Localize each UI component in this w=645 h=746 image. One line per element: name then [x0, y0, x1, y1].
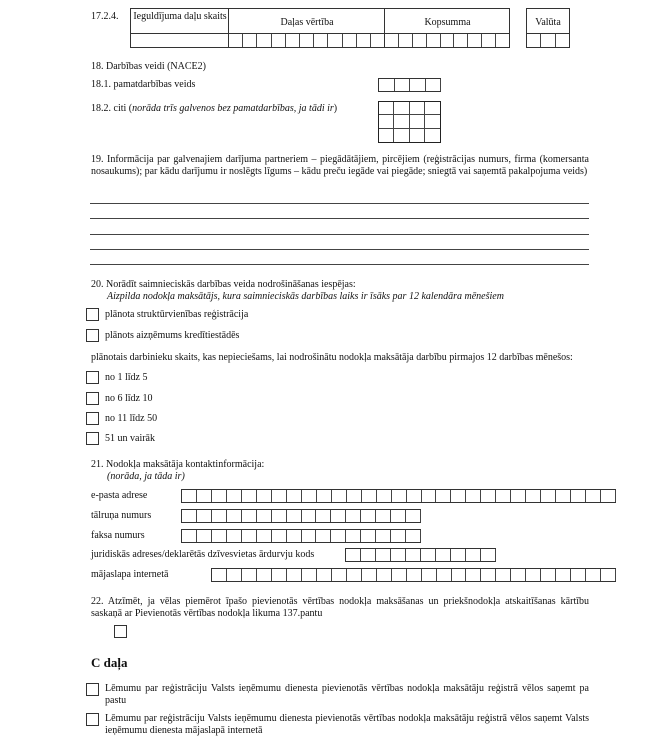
char-cell[interactable]	[287, 530, 302, 542]
employees-6-10-label: no 6 līdz 10	[105, 393, 153, 404]
char-cell[interactable]	[391, 510, 406, 522]
char-cell[interactable]	[496, 569, 511, 581]
char-cell[interactable]	[357, 34, 371, 47]
char-cell[interactable]	[272, 530, 287, 542]
code-cell[interactable]	[425, 129, 440, 142]
char-cell[interactable]	[287, 569, 302, 581]
char-cell[interactable]	[571, 490, 586, 502]
employees-51-plus-label: 51 un vairāk	[105, 433, 155, 444]
char-cell[interactable]	[526, 490, 541, 502]
char-cell[interactable]	[407, 490, 422, 502]
char-cell[interactable]	[422, 490, 437, 502]
code-cell[interactable]	[394, 129, 409, 142]
char-cell[interactable]	[511, 569, 526, 581]
checkbox-employees-6-10[interactable]	[86, 392, 99, 405]
char-cell[interactable]	[347, 490, 362, 502]
char-cell[interactable]	[441, 34, 455, 47]
char-cell[interactable]	[571, 569, 586, 581]
char-cell[interactable]	[406, 530, 421, 542]
code-cell[interactable]	[410, 102, 425, 115]
currency-cells[interactable]	[527, 34, 569, 47]
char-cell[interactable]	[436, 490, 451, 502]
char-cell[interactable]	[541, 569, 556, 581]
char-cell[interactable]	[601, 490, 616, 502]
char-cell[interactable]	[346, 510, 361, 522]
char-cell[interactable]	[586, 490, 601, 502]
char-cell[interactable]	[468, 34, 482, 47]
char-cell[interactable]	[197, 490, 212, 502]
address-code-label: juridiskās adreses/deklarētās dzīvesvietas ārdurvju kods	[91, 549, 315, 560]
char-cell[interactable]	[482, 34, 496, 47]
char-cell[interactable]	[511, 490, 526, 502]
checkbox-decision-by-post[interactable]	[86, 683, 99, 696]
char-cell[interactable]	[227, 510, 242, 522]
other-activities-code-grid[interactable]	[378, 101, 441, 143]
email-field[interactable]	[181, 489, 616, 503]
char-cell[interactable]	[257, 490, 272, 502]
char-cell[interactable]	[527, 34, 541, 47]
char-cell[interactable]	[182, 490, 197, 502]
header-shares-count: Ieguldījuma daļu skaits	[133, 11, 227, 22]
char-cell[interactable]	[332, 490, 347, 502]
code-cell[interactable]	[379, 115, 394, 128]
char-cell[interactable]	[421, 549, 436, 561]
char-cell[interactable]	[406, 510, 421, 522]
char-cell[interactable]	[212, 490, 227, 502]
char-cell[interactable]	[407, 569, 422, 581]
char-cell[interactable]	[541, 34, 555, 47]
char-cell[interactable]	[272, 490, 287, 502]
currency-table	[526, 8, 570, 48]
char-cell[interactable]	[427, 34, 441, 47]
section-17-number: 17.2.4.	[91, 11, 119, 22]
section-21-note: (norāda, ja tāda ir)	[107, 471, 185, 482]
header-currency: Valūta	[535, 17, 561, 28]
code-cell[interactable]	[394, 115, 409, 128]
part-c-heading: C daļa	[91, 655, 128, 670]
fax-field[interactable]	[181, 529, 421, 543]
char-cell[interactable]	[257, 530, 272, 542]
char-cell[interactable]	[331, 530, 346, 542]
char-cell[interactable]	[376, 530, 391, 542]
char-cell[interactable]	[361, 549, 376, 561]
partner-info-line-4[interactable]	[90, 249, 589, 250]
decision-by-post-label: Lēmumu par reģistrāciju Valsts ieņēmumu dienesta pievienotās vērtības nodokļa maksātāju reģistrā vēlos saņemt pa pastu	[105, 683, 589, 706]
investment-table	[130, 8, 510, 48]
header-total: Kopsumma	[424, 17, 471, 28]
char-cell[interactable]	[406, 549, 421, 561]
char-cell[interactable]	[212, 569, 227, 581]
char-cell[interactable]	[317, 490, 332, 502]
main-activity-label: 18.1. pamatdarbības veids	[91, 79, 196, 90]
char-cell[interactable]	[466, 549, 481, 561]
char-cell[interactable]	[287, 510, 302, 522]
char-cell[interactable]	[496, 490, 511, 502]
section-20-note: Aizpilda nodokļa maksātājs, kura saimnieciskās darbības laiks ir īsāks par 12 kalendāra mēnešiem	[107, 291, 504, 302]
char-cell[interactable]	[556, 34, 569, 47]
char-cell[interactable]	[586, 569, 601, 581]
char-cell[interactable]	[227, 490, 242, 502]
char-cell[interactable]	[227, 530, 242, 542]
char-cell[interactable]	[197, 530, 212, 542]
char-cell[interactable]	[371, 34, 384, 47]
char-cell[interactable]	[410, 79, 426, 91]
total-cells[interactable]	[385, 34, 509, 47]
char-cell[interactable]	[272, 569, 287, 581]
char-cell[interactable]	[314, 34, 328, 47]
char-cell[interactable]	[302, 569, 317, 581]
char-cell[interactable]	[422, 569, 437, 581]
char-cell[interactable]	[399, 34, 413, 47]
checkbox-employees-1-5[interactable]	[86, 371, 99, 384]
char-cell[interactable]	[541, 490, 556, 502]
share-value-cells[interactable]	[229, 34, 384, 47]
partner-info-line-3[interactable]	[90, 234, 589, 235]
section-21-title: 21. Nodokļa maksātāja kontaktinformācija:	[91, 459, 265, 470]
char-cell[interactable]	[257, 510, 272, 522]
fax-label: faksa numurs	[91, 530, 145, 541]
char-cell[interactable]	[556, 490, 571, 502]
char-cell[interactable]	[362, 490, 377, 502]
char-cell[interactable]	[481, 569, 496, 581]
char-cell[interactable]	[197, 510, 212, 522]
char-cell[interactable]	[272, 34, 286, 47]
char-cell[interactable]	[481, 490, 496, 502]
char-cell[interactable]	[346, 549, 361, 561]
char-cell[interactable]	[257, 569, 272, 581]
char-cell[interactable]	[182, 510, 197, 522]
char-cell[interactable]	[556, 569, 571, 581]
char-cell[interactable]	[331, 510, 346, 522]
char-cell[interactable]	[316, 510, 331, 522]
char-cell[interactable]	[451, 490, 466, 502]
phone-field[interactable]	[181, 509, 421, 523]
checkbox-planned-branch[interactable]	[86, 308, 99, 321]
char-cell[interactable]	[377, 490, 392, 502]
char-cell[interactable]	[466, 569, 481, 581]
phone-label: tālruņa numurs	[91, 510, 152, 521]
decision-online-label: Lēmumu par reģistrāciju Valsts ieņēmumu dienesta pievienotās vērtības nodokļa maksātāju reģistrā vēlos saņemt Valsts ieņēmumu dienesta mājaslapā internetā	[105, 713, 589, 736]
checkbox-decision-online[interactable]	[86, 713, 99, 726]
char-cell[interactable]	[332, 569, 347, 581]
char-cell[interactable]	[300, 34, 314, 47]
char-cell[interactable]	[243, 34, 257, 47]
option-planned-branch-label: plānota struktūrvienības reģistrācija	[105, 309, 249, 320]
char-cell[interactable]	[436, 549, 451, 561]
code-cell[interactable]	[379, 129, 394, 142]
char-cell[interactable]	[454, 34, 468, 47]
char-cell[interactable]	[526, 569, 541, 581]
address-code-field[interactable]	[345, 548, 496, 562]
employees-label: plānotais darbinieku skaits, kas nepieciešams, lai nodrošinātu nodokļa maksātāja darbību pirmajos 12 darbības mēnešos:	[91, 352, 573, 363]
section-18-title: 18. Darbības veidi (NACE2)	[91, 61, 206, 72]
checkbox-employees-51-plus[interactable]	[86, 432, 99, 445]
char-cell[interactable]	[361, 510, 376, 522]
char-cell[interactable]	[229, 34, 243, 47]
char-cell[interactable]	[452, 569, 467, 581]
char-cell[interactable]	[212, 510, 227, 522]
employees-1-5-label: no 1 līdz 5	[105, 372, 148, 383]
char-cell[interactable]	[376, 510, 391, 522]
char-cell[interactable]	[601, 569, 616, 581]
char-cell[interactable]	[385, 34, 399, 47]
char-cell[interactable]	[376, 549, 391, 561]
char-cell[interactable]	[242, 510, 257, 522]
char-cell[interactable]	[362, 569, 377, 581]
homepage-field[interactable]	[211, 568, 616, 582]
char-cell[interactable]	[242, 490, 257, 502]
char-cell[interactable]	[227, 569, 242, 581]
char-cell[interactable]	[343, 34, 357, 47]
char-cell[interactable]	[242, 569, 257, 581]
partner-info-line-5[interactable]	[90, 264, 589, 265]
char-cell[interactable]	[286, 34, 300, 47]
char-cell[interactable]	[212, 530, 227, 542]
checkbox-planned-loan[interactable]	[86, 329, 99, 342]
partner-info-line-2[interactable]	[90, 218, 589, 219]
checkbox-special-vat[interactable]	[114, 625, 127, 638]
code-cell[interactable]	[394, 102, 409, 115]
char-cell[interactable]	[347, 569, 362, 581]
checkbox-employees-11-50[interactable]	[86, 412, 99, 425]
char-cell[interactable]	[302, 530, 317, 542]
code-cell[interactable]	[410, 129, 425, 142]
char-cell[interactable]	[346, 530, 361, 542]
char-cell[interactable]	[426, 79, 442, 91]
email-label: e-pasta adrese	[91, 490, 148, 501]
char-cell[interactable]	[496, 34, 509, 47]
char-cell[interactable]	[257, 34, 271, 47]
char-cell[interactable]	[391, 549, 406, 561]
char-cell[interactable]	[466, 490, 481, 502]
char-cell[interactable]	[242, 530, 257, 542]
char-cell[interactable]	[451, 549, 466, 561]
char-cell[interactable]	[377, 569, 392, 581]
char-cell[interactable]	[395, 79, 411, 91]
code-cell[interactable]	[425, 115, 440, 128]
section-19-text: 19. Informācija par galvenajiem darījuma partneriem – piegādātājiem, pircējiem (reģistrācijas numurs, firma (komersanta nosaukums); par kādu darījumu ir noslēgts līgums – kādu preču iegāde vai piegāde; sniegtā vai saņemtā pakalpojuma veids)	[91, 154, 589, 177]
char-cell[interactable]	[481, 549, 496, 561]
char-cell[interactable]	[328, 34, 342, 47]
code-cell[interactable]	[425, 102, 440, 115]
char-cell[interactable]	[379, 79, 395, 91]
char-cell[interactable]	[437, 569, 452, 581]
code-cell[interactable]	[410, 115, 425, 128]
char-cell[interactable]	[302, 490, 317, 502]
char-cell[interactable]	[317, 569, 332, 581]
other-activities-label: 18.2. citi (norāda trīs galvenos bez pamatdarbības, ja tādi ir)	[91, 103, 338, 114]
char-cell[interactable]	[413, 34, 427, 47]
char-cell[interactable]	[272, 510, 287, 522]
char-cell[interactable]	[361, 530, 376, 542]
char-cell[interactable]	[182, 530, 197, 542]
section-20-title: 20. Norādīt saimnieciskās darbības veida nodrošināšanas iespējas:	[91, 279, 356, 290]
char-cell[interactable]	[316, 530, 331, 542]
section-22-text: 22. Atzīmēt, ja vēlas piemērot īpašo pievienotās vērtības nodokļa maksāšanas un priekšnodokļa atskaitīšanas kārtību saskaņā ar Pievienotās vērtības nodokļa likuma 137.pantu	[91, 596, 589, 619]
partner-info-line-1[interactable]	[90, 203, 589, 204]
char-cell[interactable]	[391, 530, 406, 542]
option-planned-loan-label: plānots aizņēmums kredītiestādēs	[105, 330, 240, 341]
homepage-label: mājaslapa internetā	[91, 569, 169, 580]
header-share-value: Daļas vērtība	[280, 17, 334, 28]
char-cell[interactable]	[287, 490, 302, 502]
char-cell[interactable]	[392, 490, 407, 502]
employees-11-50-label: no 11 līdz 50	[105, 413, 158, 424]
shares-count-field[interactable]	[131, 34, 228, 47]
char-cell[interactable]	[392, 569, 407, 581]
code-cell[interactable]	[379, 102, 394, 115]
main-activity-code-cells[interactable]	[378, 78, 441, 92]
char-cell[interactable]	[302, 510, 317, 522]
